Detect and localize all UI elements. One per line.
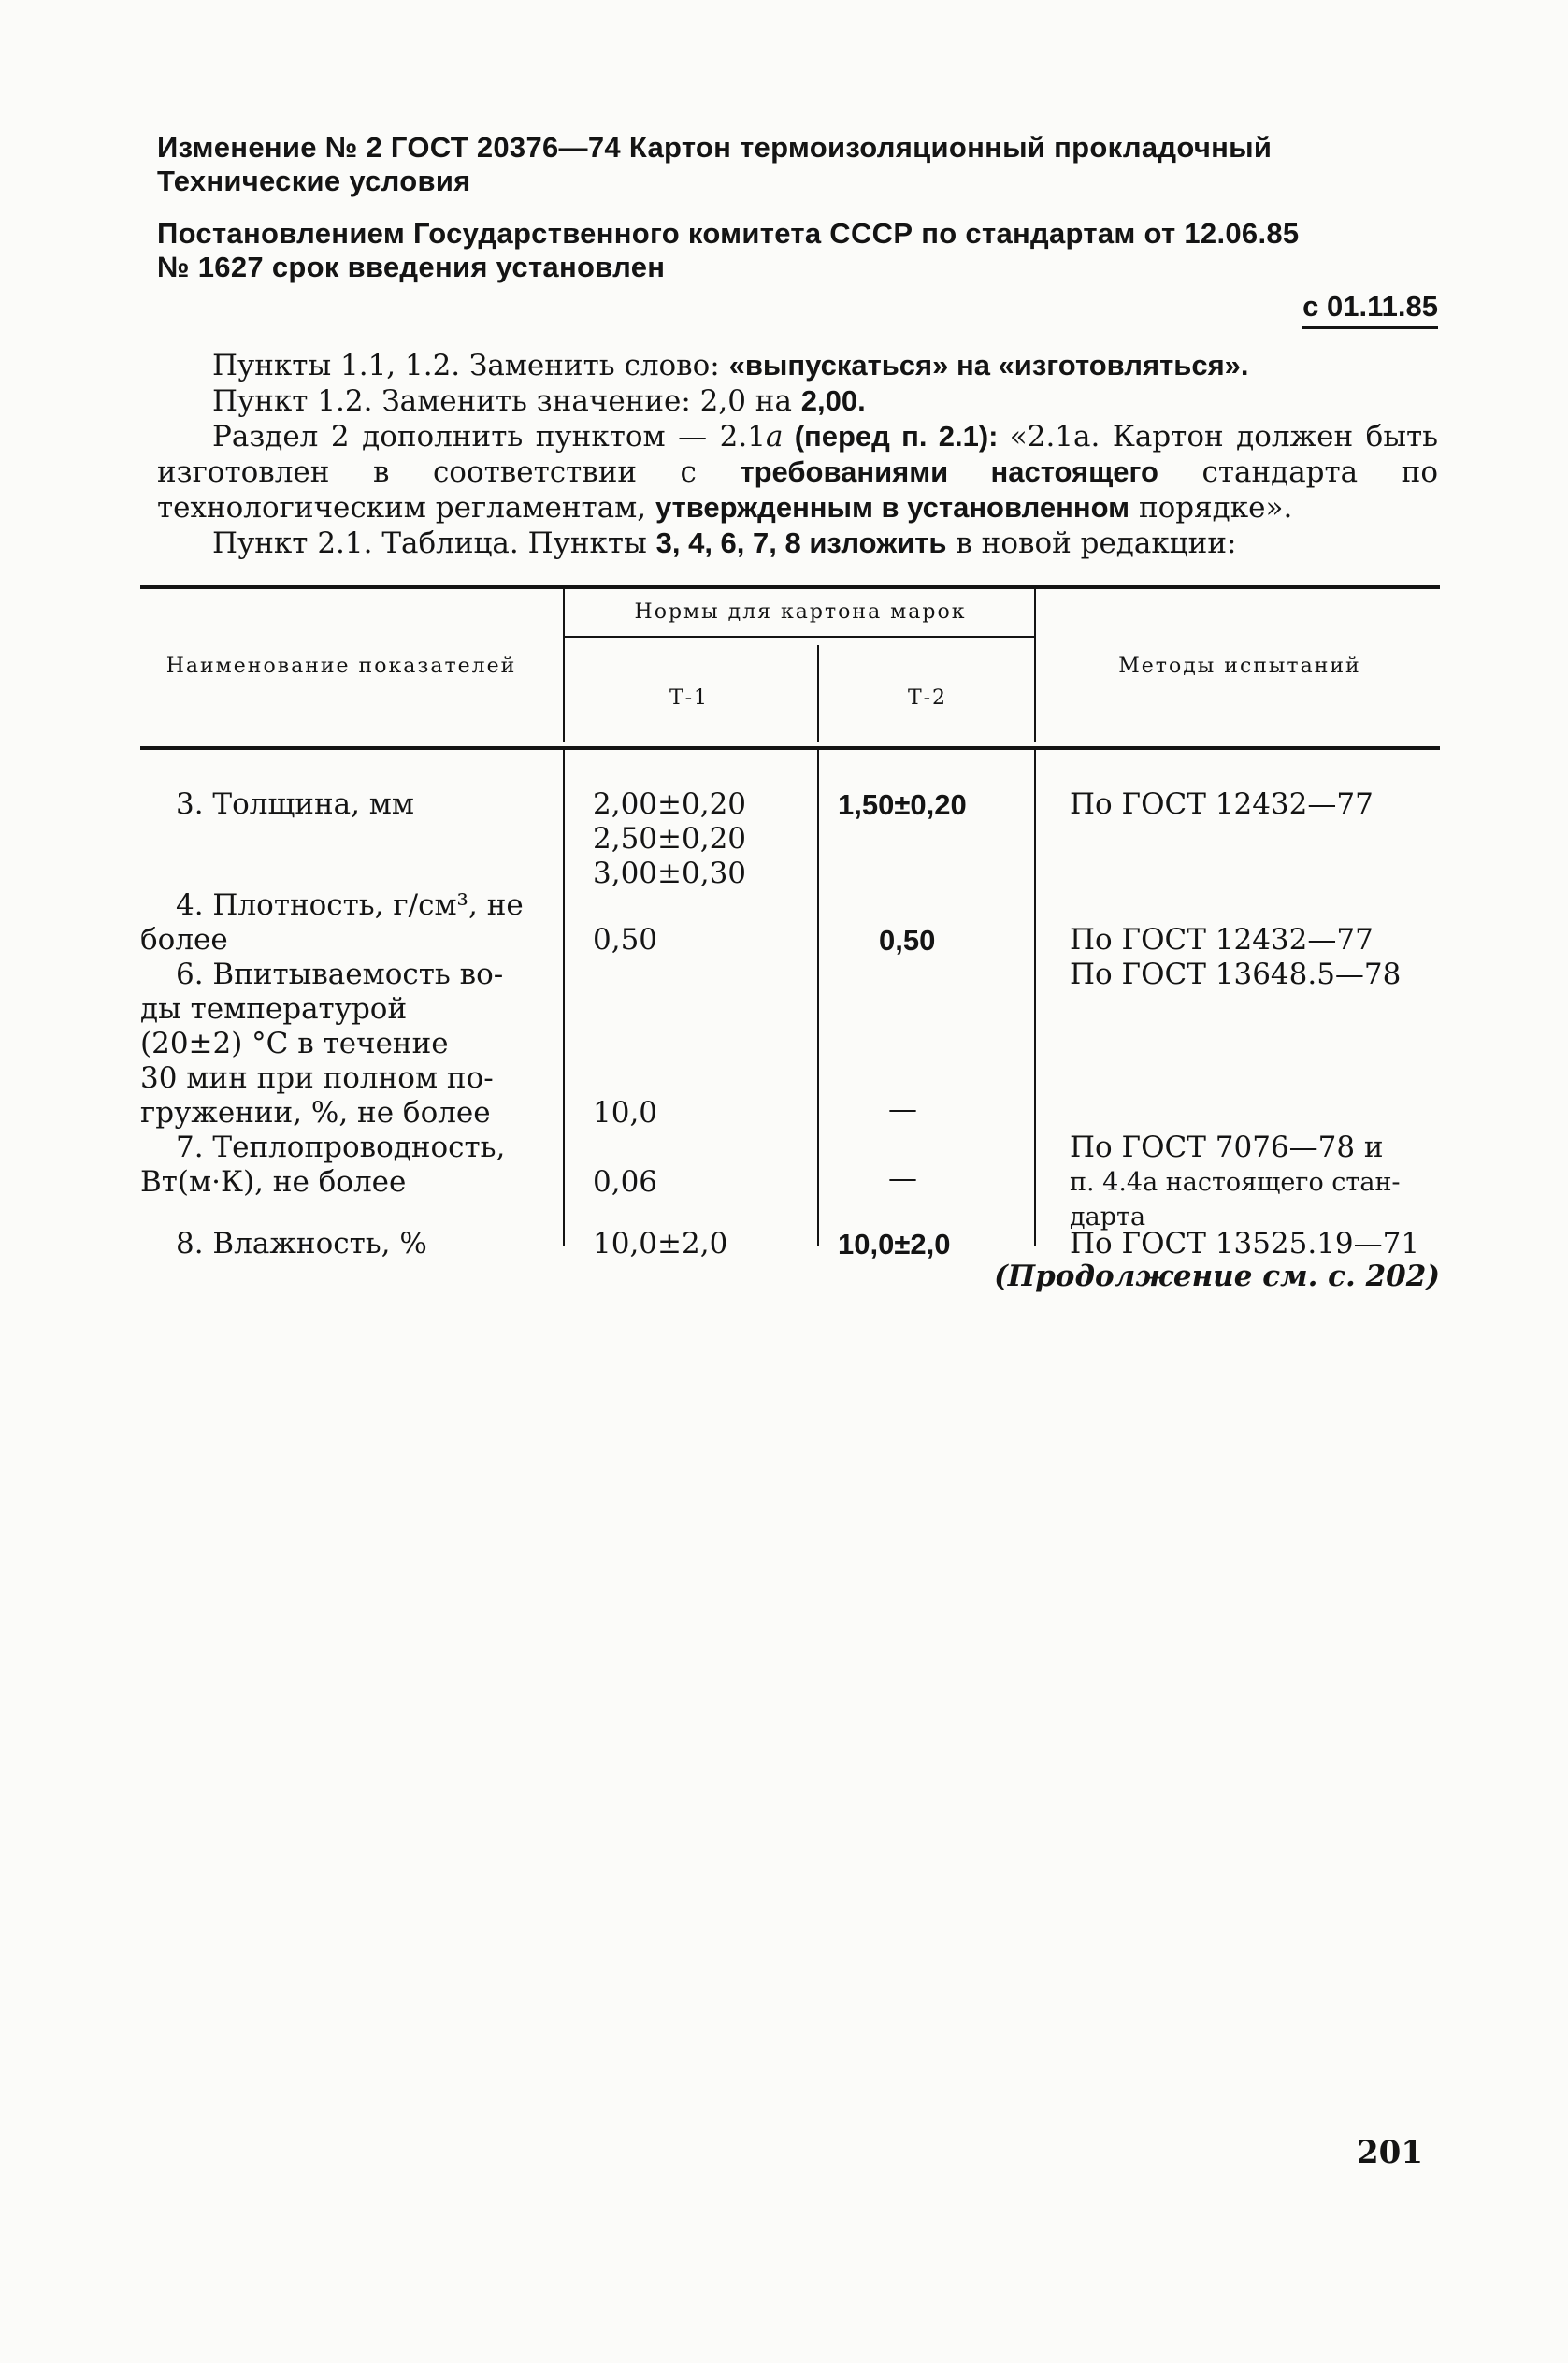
row-7-name: 7. Теплопроводность, Вт(м·К), не более [140,1131,506,1199]
row-7-t1: 0,06 [593,1165,658,1199]
row-3-method: По ГОСТ 12432—77 [1070,787,1374,821]
amendment-header [157,131,1438,324]
row-6-t2: — [888,1092,917,1126]
table-header [140,585,1440,750]
header-title: Изменение № 2 ГОСТ 20376—74 Картон термоизоляционный прокладочный [157,131,1273,164]
paragraph-1: Пункты 1.1, 1.2. Заменить слово: «выпускаться» на «изготовляться». [212,349,1249,382]
row-4-t2: 0,50 [879,924,936,957]
row-4-method: По ГОСТ 12432—77 [1070,923,1374,957]
header-name: Наименование показателей [165,655,517,678]
paragraph-4: Пункт 2.1. Таблица. Пункты 3, 4, 6, 7, 8 изложить в новой редакции: [212,526,1237,560]
row-6-name: 6. Впитываемость во- ды температурой (20±2) °С в течение 30 мин при полном по- гружении, %, не более [140,958,504,1130]
amendment-body [157,348,1438,561]
row-6-t1: 10,0 [593,1096,658,1130]
header-t1: Т-1 [669,686,710,710]
row-3-name: 3. Толщина, мм [176,787,415,821]
indicators-table [140,585,1440,1262]
paragraph-2: Пункт 1.2. Заменить значение: 2,0 на 2,00. [212,384,866,418]
row-8-method: По ГОСТ 13525.19—71 [1070,1227,1420,1261]
row-7-method: По ГОСТ 7076—78 и п. 4.4а настоящего стан- дарта [1070,1131,1401,1232]
row-6-method: По ГОСТ 13648.5—78 [1070,958,1402,991]
header-subtitle: Технические условия [157,165,471,197]
effective-date: с 01.11.85 [157,290,1438,324]
continuation-note: (Продолжение см. с. 202) [994,1260,1440,1293]
row-8-t1: 10,0±2,0 [593,1227,728,1261]
row-8-name: 8. Влажность, % [176,1227,427,1261]
page-number: 201 [1357,2134,1423,2171]
row-3-t2: 1,50±0,20 [838,788,967,821]
header-resolution-number: № 1627 срок введения установлен [157,251,666,283]
row-8-t2: 10,0±2,0 [838,1228,951,1261]
row-4-t1: 0,50 [593,923,658,957]
header-t2: Т-2 [907,686,948,710]
header-norms: Нормы для картона марок [634,600,967,624]
header-resolution: Постановлением Государственного комитета СССР по стандартам от 12.06.85 [157,217,1300,250]
paragraph-3: Раздел 2 дополнить пунктом — 2.1а (перед п. 2.1): «2.1а. Картон должен быть изготовлен в соответствии с требованиями настоящего стандарта по технологическим регламентам, утвержденным в установленном порядке». [157,420,1439,525]
row-4-name: 4. Плотность, г/см³, не более [140,888,524,957]
header-methods: Методы испытаний [1118,655,1361,678]
row-7-t2: — [888,1161,917,1195]
table-body [140,750,1440,1262]
row-3-t1: 2,00±0,20 2,50±0,20 3,00±0,30 [593,787,747,890]
